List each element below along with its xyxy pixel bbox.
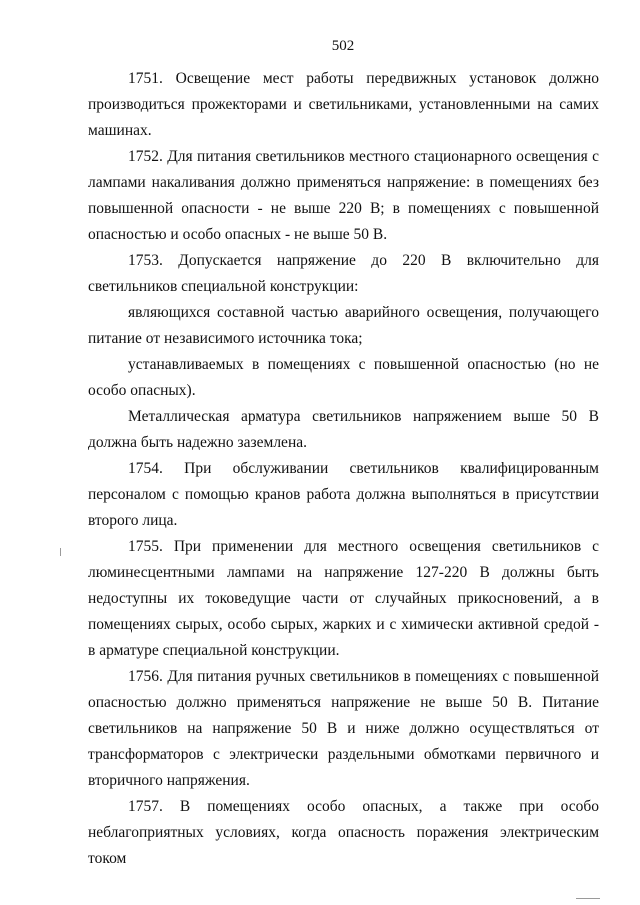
paragraph-1752: 1752. Для питания светильников местного стационарного освещения с лампами накаливания должно применяться напряжение: в помещениях без повышенной опасности - не выше 220 В; в помещениях с повышенной опасностью и особо опасных - не выше 50 В. — [88, 148, 599, 243]
paragraph-1751: 1751. Освещение мест работы передвижных установок должно производиться прожекторами и светильниками, установленными на самих машинах. — [88, 70, 599, 139]
paragraph-1757: 1757. В помещениях особо опасных, а также при особо неблагоприятных условиях, когда опасность поражения электрическим током — [88, 798, 599, 867]
paragraph-1754: 1754. При обслуживании светильников квалифицированным персоналом с помощью кранов работа должна выполняться в присутствии второго лица. — [88, 460, 599, 529]
document-body — [88, 66, 599, 872]
paragraph-1753-grounding: Металлическая арматура светильников напряжением выше 50 В должна быть надежно заземлена. — [88, 408, 599, 451]
page-number: 502 — [331, 38, 355, 54]
paragraph-1755: 1755. При применении для местного освещения светильников с люминесцентными лампами на напряжение 127-220 В должны быть недоступны их токоведущие части от случайных прикосновений, а в помещениях сырых, особо сырых, жарких и с химически активной средой - в арматуре специальной конструкции. — [88, 538, 599, 659]
paragraph-1753: 1753. Допускается напряжение до 220 В включительно для светильников специальной конструкции: — [88, 252, 599, 295]
paragraph-1753-item-1: являющихся составной частью аварийного освещения, получающего питание от независимого источника тока; — [88, 304, 599, 347]
paragraph-1756: 1756. Для питания ручных светильников в помещениях с повышенной опасностью должно применяться напряжение не выше 50 В. Питание светильников на напряжение 50 В и ниже должно осуществляться от трансформаторов с электрически раздельными обмотками первичного и вторичного напряжения. — [88, 668, 599, 789]
scan-artifact-mark — [60, 548, 61, 556]
scan-artifact-mark-bottom — [576, 898, 600, 899]
paragraph-1753-item-2: устанавливаемых в помещениях с повышенной опасностью (но не особо опасных). — [88, 356, 599, 399]
